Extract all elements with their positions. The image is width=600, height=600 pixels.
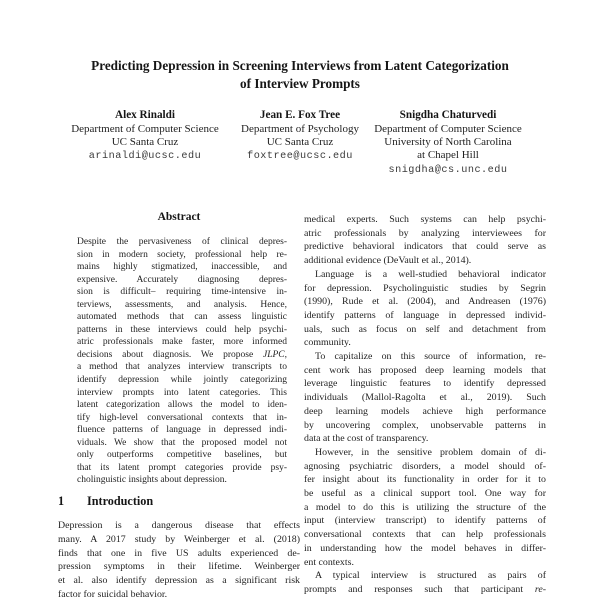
text-line: additional evidence (DeVault et al., 2014). <box>304 255 472 267</box>
author-affiliation: UC Santa Cruz <box>111 136 179 149</box>
text-line: pression symptoms in their lifetime. Weinberger <box>58 561 300 573</box>
text-line: viduals. We show that the proposed model not <box>77 437 287 448</box>
text-line: decisions about diagnosis. We propose JLPC, <box>77 349 287 360</box>
text-line: fer insight about its functionality in order for it to <box>304 474 546 486</box>
text-line: (1990), Rude et al. (2004), and Andreasen (1976) <box>304 296 546 308</box>
text-line: leverage linguistic features to identify depressed <box>304 378 546 390</box>
author-email: arinaldi@ucsc.edu <box>88 151 202 163</box>
text-line: identify patterns of language in depressed individ- <box>304 309 546 321</box>
text-line: sion in modern society, professional help re- <box>77 249 287 260</box>
introduction-text <box>58 519 300 600</box>
text-line: medical experts. Such systems can help psychi- <box>304 214 546 225</box>
text-line: prompts and responses such that participant re- <box>304 583 546 595</box>
text-line: individuals (Mallol-Ragolta et al., 2019). Such <box>304 392 546 404</box>
abstract-heading: Abstract <box>157 211 201 223</box>
text-line: Depression is a dangerous disease that effects <box>58 520 300 531</box>
abstract-text <box>77 236 287 487</box>
text-line: only outperforms competitive baselines, but <box>77 450 287 461</box>
text-line: patterns in these interviews could help psychi- <box>77 324 287 335</box>
section-title: Introduction <box>87 494 154 508</box>
title-line: of Interview Prompts <box>240 76 360 91</box>
text-line: expensive. Accurately diagnosing depres- <box>77 274 287 285</box>
text-line: that its latent prompt categories provide psy- <box>77 462 287 473</box>
author-email: snigdha@cs.unc.edu <box>388 164 508 176</box>
author-affiliation: at Chapel Hill <box>417 149 479 162</box>
author-affiliation: University of North Carolina <box>384 136 512 149</box>
text-line: agnosing psychiatric disorders, a model should of- <box>304 460 546 472</box>
author-affiliation: UC Santa Cruz <box>266 136 334 149</box>
left-column <box>58 210 300 487</box>
text-line: be useful as a clinical support tool. One way for <box>304 488 546 500</box>
text-line: et al. also identify depression as a significant risk <box>58 575 300 587</box>
text-line: automated methods that can assess linguistic <box>77 312 287 323</box>
author-affiliation: Department of Psychology <box>241 123 359 135</box>
text-line: Despite the pervasiveness of clinical depres- <box>77 237 287 247</box>
text-line: cholinguistic insights about depression. <box>77 475 227 486</box>
text-line: cent work has proposed deep learning models that <box>304 364 546 376</box>
text-line: sion is difficult– requiring time-intensive in- <box>77 287 287 298</box>
text-line: in understanding how the model behaves in differ- <box>304 542 546 554</box>
text-line: interview prompts into latent categories. This <box>77 387 287 398</box>
title-line: Predicting Depression in Screening Interviews from Latent Categorization <box>91 58 509 73</box>
text-line: latent categorization allows the model to iden- <box>77 400 287 411</box>
author-name: Jean E. Fox Tree <box>259 109 341 121</box>
text-line: However, in the sensitive problem domain of di- <box>315 446 546 458</box>
text-line: finds that one in five US adults experienced de- <box>58 547 300 559</box>
right-column-text <box>304 213 546 597</box>
text-line: factor for suicidal behavior. <box>58 588 168 600</box>
text-line: tify high-level conversational contexts that in- <box>77 412 287 423</box>
text-line: predictive behavioral indicators that could serve as <box>304 241 546 253</box>
text-line: uals, such as focus on self and detachment from <box>304 323 546 335</box>
author-name: Alex Rinaldi <box>115 109 175 121</box>
section-heading <box>58 494 300 509</box>
text-line: atric professionals by analyzing interviewees for <box>304 227 546 239</box>
text-line: atric professionals make faster, more informed <box>77 337 287 348</box>
text-line: input (interview transcript) to identify patterns of <box>304 515 546 527</box>
paper-title <box>0 57 600 93</box>
author-name: Snigdha Chaturvedi <box>399 109 497 121</box>
author-email: foxtree@ucsc.edu <box>247 151 353 163</box>
text-line: terviews, assessments, and analysis. Hence, <box>77 299 287 310</box>
author-block <box>48 109 242 164</box>
text-line: data at the cost of transparency. <box>304 433 429 445</box>
author-affiliation: Department of Computer Science <box>374 123 522 135</box>
text-line: a model to do this is utilizing the structure of the <box>304 501 546 513</box>
text-line: Language is a well-studied behavioral indicator <box>315 268 546 280</box>
text-line: A typical interview is structured as pairs of <box>315 570 546 582</box>
section-number: 1 <box>58 494 65 508</box>
author-block <box>355 109 541 178</box>
text-line: ent contexts. <box>304 556 354 568</box>
text-line: a method that analyzes interview transcripts to <box>77 362 287 373</box>
text-line: community. <box>304 337 351 349</box>
text-line: identify depression while jointly categorizing <box>77 375 287 386</box>
text-line: deep learning models achieve high performance <box>304 405 546 417</box>
text-line: To capitalize on this source of information, re- <box>315 351 546 363</box>
author-affiliation: Department of Computer Science <box>71 123 219 135</box>
text-line: conversational contexts that can help professionals <box>304 529 546 541</box>
text-line: fluence patterns of language in depressed indi- <box>77 425 287 436</box>
text-line: many. A 2017 study by Weinberger et al. (2018) <box>58 533 300 545</box>
text-line: by uncovering complex, unobservable patterns in <box>304 419 546 431</box>
text-line: for depression. Psycholinguistic studies by Segrin <box>304 282 546 294</box>
text-line: mains highly stigmatized, inaccessible, and <box>77 262 287 273</box>
